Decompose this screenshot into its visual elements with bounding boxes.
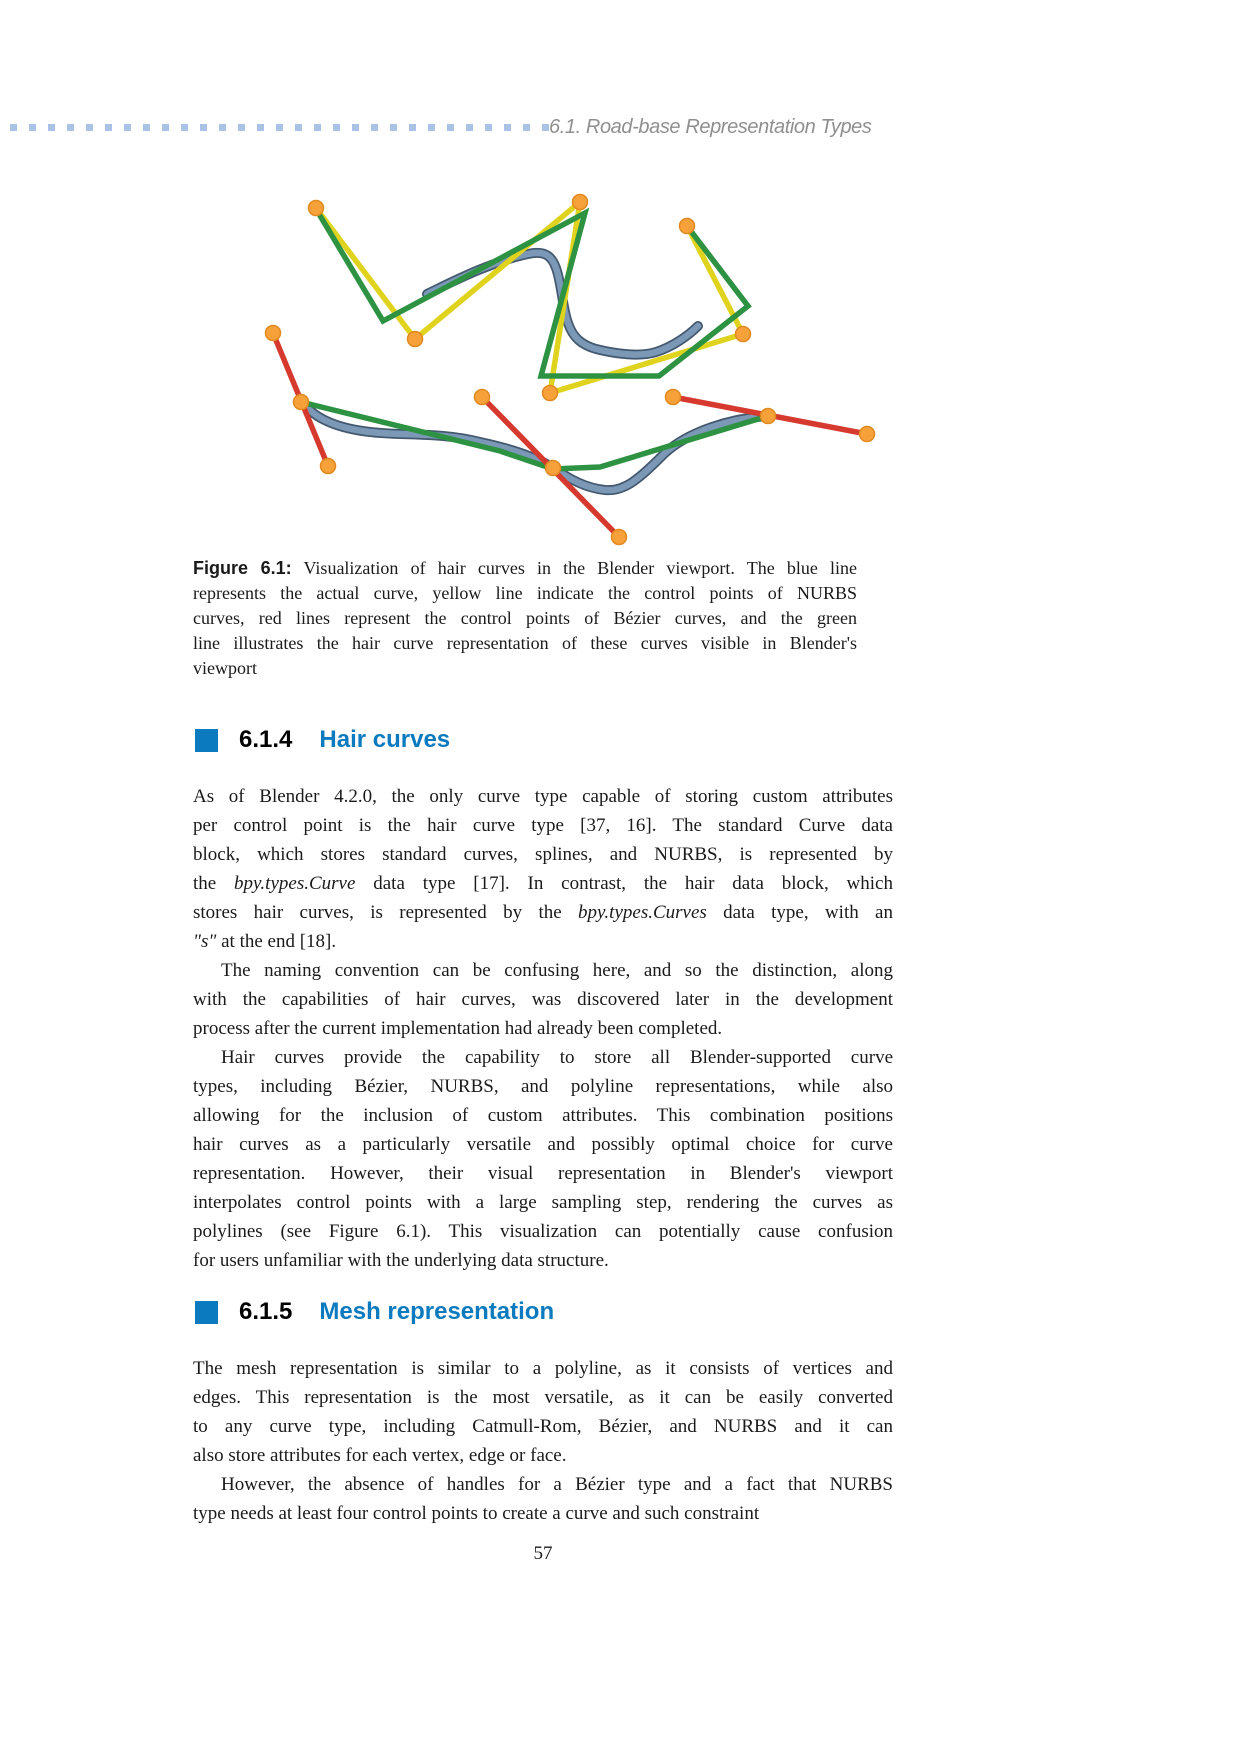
text-line: polylines (see Figure 6.1). This visualization can potentially cause confusion <box>193 1221 893 1242</box>
section-title: Hair curves <box>319 726 451 753</box>
page-header <box>10 116 872 139</box>
text-line: with the capabilities of hair curves, was discovered later in the development <box>193 989 893 1010</box>
text-line: allowing for the inclusion of custom attributes. This combination positions <box>193 1105 893 1126</box>
text-line: representation. However, their visual representation in Blender's viewport <box>193 1163 893 1184</box>
header-square <box>238 124 245 131</box>
header-square <box>409 124 416 131</box>
control-point <box>321 459 336 474</box>
control-point <box>309 201 324 216</box>
caption-line: curves, red lines represent the control points of Bézier curves, and the green <box>193 608 857 628</box>
header-square <box>10 124 17 131</box>
control-point <box>266 326 281 341</box>
text-line: per control point is the hair curve type [37, 16]. The standard Curve data <box>193 815 893 836</box>
caption-line: Figure 6.1: Visualization of hair curves in the Blender viewport. The blue line <box>193 558 857 578</box>
header-square <box>466 124 473 131</box>
header-square <box>219 124 226 131</box>
header-square <box>371 124 378 131</box>
actual-curve-bottom <box>304 404 768 490</box>
text-line: The mesh representation is similar to a polyline, as it consists of vertices and <box>193 1358 893 1379</box>
control-point <box>546 461 561 476</box>
text-line: As of Blender 4.2.0, the only curve type capable of storing custom attributes <box>193 786 893 807</box>
header-square <box>48 124 55 131</box>
header-square <box>333 124 340 131</box>
header-square <box>200 124 207 131</box>
control-point <box>860 427 875 442</box>
header-square <box>504 124 511 131</box>
caption-label: Figure 6.1: <box>193 558 292 578</box>
control-point <box>761 409 776 424</box>
header-square <box>314 124 321 131</box>
text-line: also store attributes for each vertex, edge or face. <box>193 1445 567 1466</box>
section-number: 6.1.5 <box>239 1298 293 1325</box>
header-square <box>162 124 169 131</box>
header-square <box>143 124 150 131</box>
text-line: types, including Bézier, NURBS, and polyline representations, while also <box>193 1076 893 1097</box>
control-point <box>543 386 558 401</box>
text-line: The naming convention can be confusing here, and so the distinction, along <box>221 960 893 981</box>
control-point <box>666 390 681 405</box>
section-6-1-4-body <box>193 782 893 1275</box>
italic-text: "s" <box>193 931 217 952</box>
header-square <box>352 124 359 131</box>
figure-hair-curves <box>240 168 890 558</box>
header-square <box>485 124 492 131</box>
nurbs-control-polygon <box>316 202 743 393</box>
section-number: 6.1.4 <box>239 726 293 753</box>
header-square <box>124 124 131 131</box>
header-square <box>447 124 454 131</box>
header-square <box>67 124 74 131</box>
header-square <box>181 124 188 131</box>
text-line: interpolates control points with a large sampling step, rendering the curves as <box>193 1192 893 1213</box>
header-square <box>105 124 112 131</box>
header-square <box>257 124 264 131</box>
header-decorative-squares <box>10 124 549 131</box>
italic-text: bpy.types.Curve <box>234 873 356 894</box>
section-heading-6-1-4 <box>195 726 450 754</box>
control-point <box>680 219 695 234</box>
text-line: to any curve type, including Catmull-Rom, Bézier, and NURBS and it can <box>193 1416 893 1437</box>
running-header-title: 6.1. Road-base Representation Types <box>549 116 872 138</box>
caption-line: line illustrates the hair curve representation of these curves visible in Blender's <box>193 633 857 653</box>
text-line: type needs at least four control points to create a curve and such constraint <box>193 1503 760 1524</box>
control-point <box>475 390 490 405</box>
text-line: However, the absence of handles for a Bézier type and a fact that NURBS <box>221 1474 893 1495</box>
control-point <box>294 395 309 410</box>
text-line: the bpy.types.Curve data type [17]. In contrast, the hair data block, which <box>193 873 893 894</box>
section-title: Mesh representation <box>319 1298 555 1325</box>
caption-line: represents the actual curve, yellow line indicate the control points of NURBS <box>193 583 857 603</box>
text-line: block, which stores standard curves, splines, and NURBS, is represented by <box>193 844 893 865</box>
header-square <box>390 124 397 131</box>
header-square <box>523 124 530 131</box>
control-point <box>408 332 423 347</box>
header-square <box>428 124 435 131</box>
text-line: "s" at the end [18]. <box>193 931 337 952</box>
text-line: for users unfamiliar with the underlying data structure. <box>193 1250 609 1271</box>
text-line: edges. This representation is the most versatile, as it can be easily converted <box>193 1387 893 1408</box>
section-6-1-5-body <box>193 1354 893 1528</box>
italic-text: bpy.types.Curves <box>578 902 707 923</box>
text-line: stores hair curves, is represented by the bpy.types.Curves data type, with an <box>193 902 893 923</box>
text-line: hair curves as a particularly versatile and possibly optimal choice for curve <box>193 1134 893 1155</box>
caption-line: viewport <box>193 658 257 678</box>
text-line: Hair curves provide the capability to store all Blender-supported curve <box>221 1047 893 1068</box>
header-square <box>542 124 549 131</box>
header-square <box>29 124 36 131</box>
control-point <box>612 530 627 545</box>
actual-curve-bottom-outline <box>304 404 768 490</box>
header-square <box>295 124 302 131</box>
control-point <box>573 195 588 210</box>
section-heading-6-1-5 <box>195 1298 554 1326</box>
header-square <box>86 124 93 131</box>
text-line: process after the current implementation had already been completed. <box>193 1018 723 1039</box>
header-square <box>276 124 283 131</box>
section-marker-square <box>195 1301 218 1324</box>
page-number: 57 <box>533 1543 553 1564</box>
section-marker-square <box>195 729 218 752</box>
figure-caption <box>193 556 857 681</box>
control-point <box>736 327 751 342</box>
